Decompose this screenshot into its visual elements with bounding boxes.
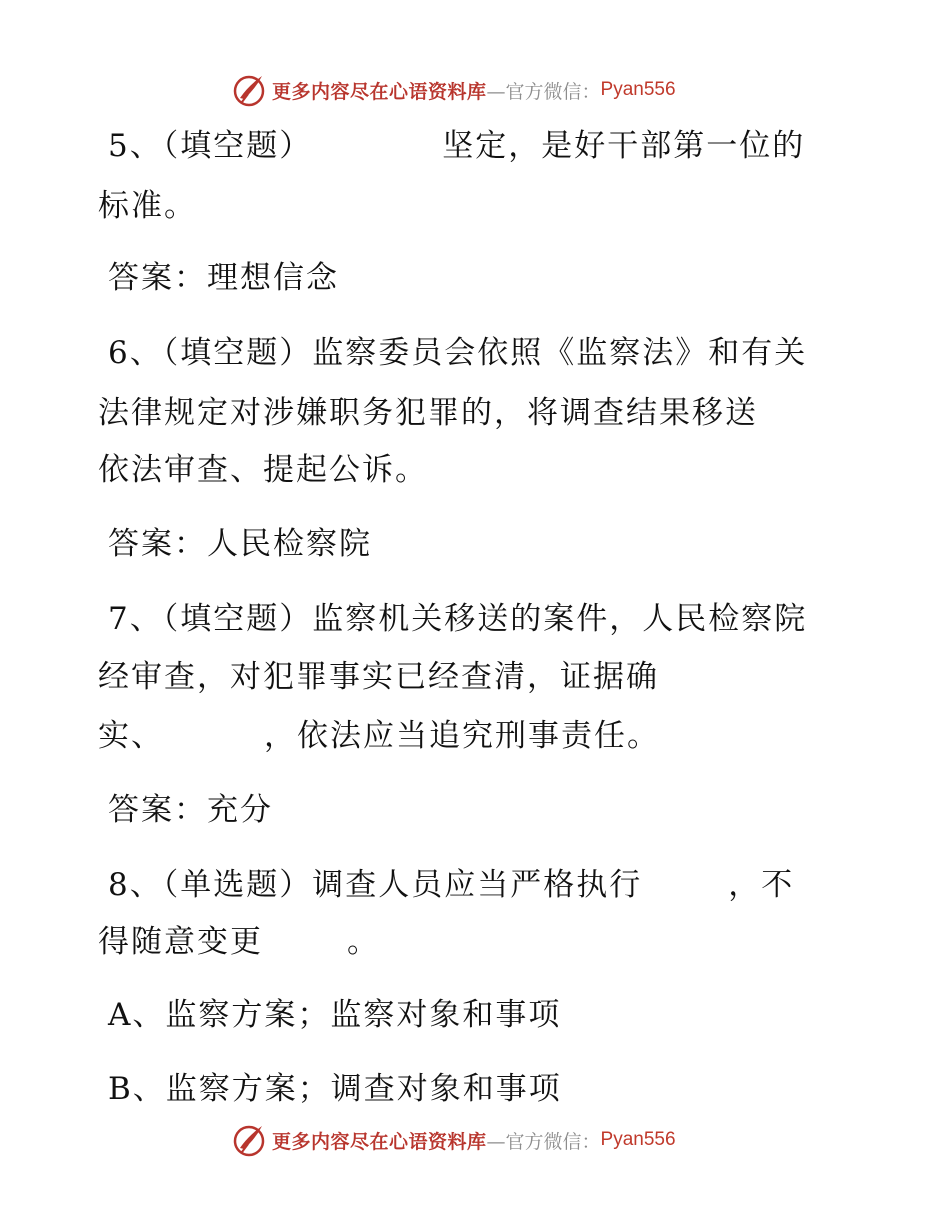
q7-line3 <box>98 716 660 756</box>
q8-line2-suffix: 。 <box>347 924 380 960</box>
watermark-dash: —官方微信： <box>486 80 601 103</box>
watermark-header <box>232 70 676 110</box>
watermark-dash: —官方微信： <box>486 1130 601 1153</box>
watermark-text: 更多内容尽在心语资料库 <box>272 1130 487 1153</box>
q7-line1: 7、（填空题）监察机关移送的案件，人民检察院 <box>108 601 808 637</box>
q5-line2: 标准。 <box>98 188 197 224</box>
q8-line1 <box>108 865 794 905</box>
quill-logo-icon <box>232 1122 268 1158</box>
q8-line1-prefix: 8、（单选题）调查人员应当严格执行 <box>108 867 643 903</box>
q8-line2 <box>98 922 380 962</box>
q5-line1 <box>108 126 805 166</box>
watermark-wechat: Pyan556 <box>600 79 676 100</box>
watermark-wechat: Pyan556 <box>600 1129 676 1150</box>
watermark-footer <box>232 1120 676 1160</box>
q8-line2-prefix: 得随意变更 <box>98 924 263 960</box>
q7-line3-suffix: ，依法应当追究刑事责任。 <box>264 718 660 754</box>
q5-prefix: 5、（填空题） <box>108 128 313 164</box>
q6-line1: 6、（填空题）监察委员会依照《监察法》和有关 <box>108 335 808 371</box>
q8-option-b: B、监察方案；调查对象和事项 <box>108 1071 562 1107</box>
quill-logo-icon <box>232 72 268 108</box>
watermark-text: 更多内容尽在心语资料库 <box>272 80 487 103</box>
q7-line3-prefix: 实、 <box>98 718 164 754</box>
q5-answer: 答案：理想信念 <box>108 260 339 296</box>
q6-line3: 依法审查、提起公诉。 <box>98 452 428 488</box>
q5-suffix: 坚定，是好干部第一位的 <box>442 128 806 164</box>
q8-option-a: A、监察方案；监察对象和事项 <box>108 997 562 1033</box>
q7-line2: 经审查，对犯罪事实已经查清，证据确 <box>98 659 659 695</box>
q6-answer: 答案：人民检察院 <box>108 526 372 562</box>
q7-answer: 答案：充分 <box>108 792 273 828</box>
q6-line2: 法律规定对涉嫌职务犯罪的，将调查结果移送 <box>98 395 758 431</box>
q8-line1-suffix: ，不 <box>728 867 795 903</box>
